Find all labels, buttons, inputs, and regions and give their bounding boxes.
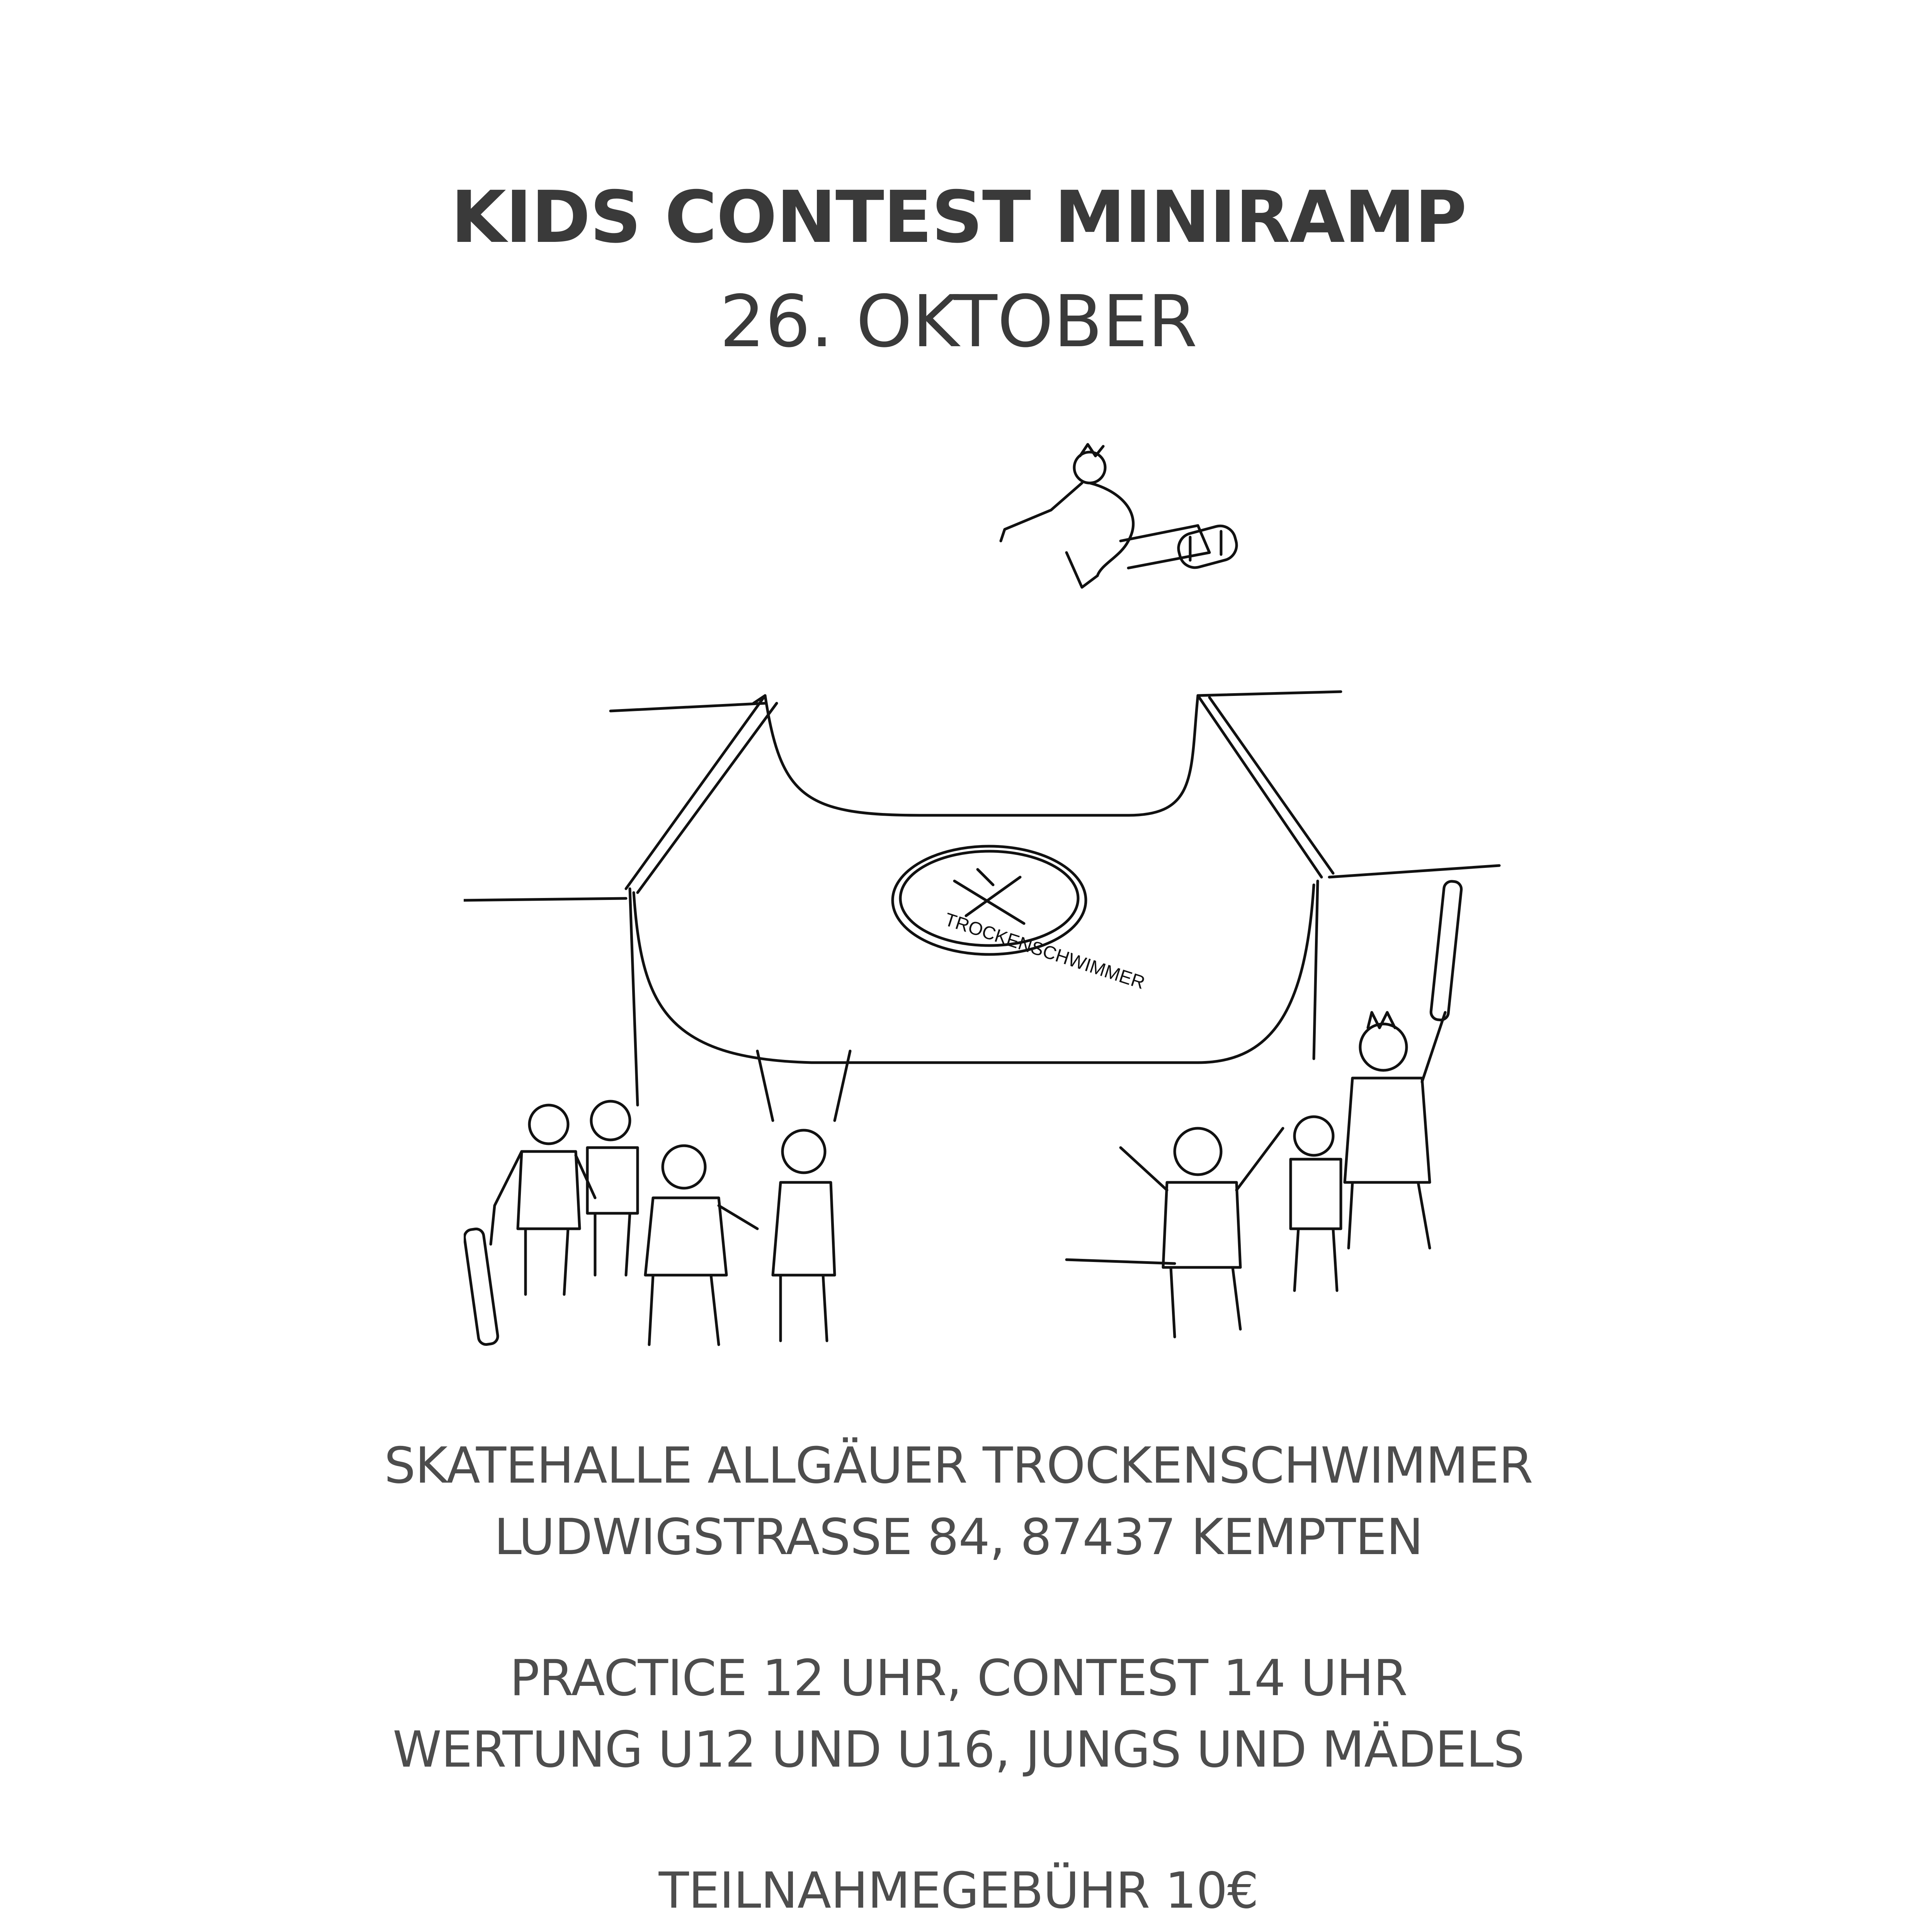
kids-right-drawing xyxy=(1067,881,1462,1337)
ramp-logo-text: TROCKENSCHWIMMER xyxy=(942,909,1148,993)
miniramp-drawing xyxy=(464,692,1499,1105)
schedule-times: PRACTICE 12 UHR, CONTEST 14 UHR xyxy=(510,1650,1407,1707)
airborne-skater-drawing xyxy=(1001,444,1240,587)
poster-title: KIDS CONTEST MINIRAMP xyxy=(451,175,1466,259)
event-date: 26. OKTOBER xyxy=(720,280,1197,363)
venue-name: SKATEHALLE ALLGÄUER TROCKENSCHWIMMER xyxy=(384,1437,1533,1495)
kids-left-drawing xyxy=(464,1051,850,1345)
registration-fee: TEILNAHMEGEBÜHR 10€ xyxy=(658,1862,1259,1920)
miniramp-illustration xyxy=(464,425,1507,1391)
venue-address: LUDWIGSTRASSE 84, 87437 KEMPTEN xyxy=(494,1509,1423,1566)
schedule-categories: WERTUNG U12 UND U16, JUNGS UND MÄDELS xyxy=(393,1721,1524,1779)
